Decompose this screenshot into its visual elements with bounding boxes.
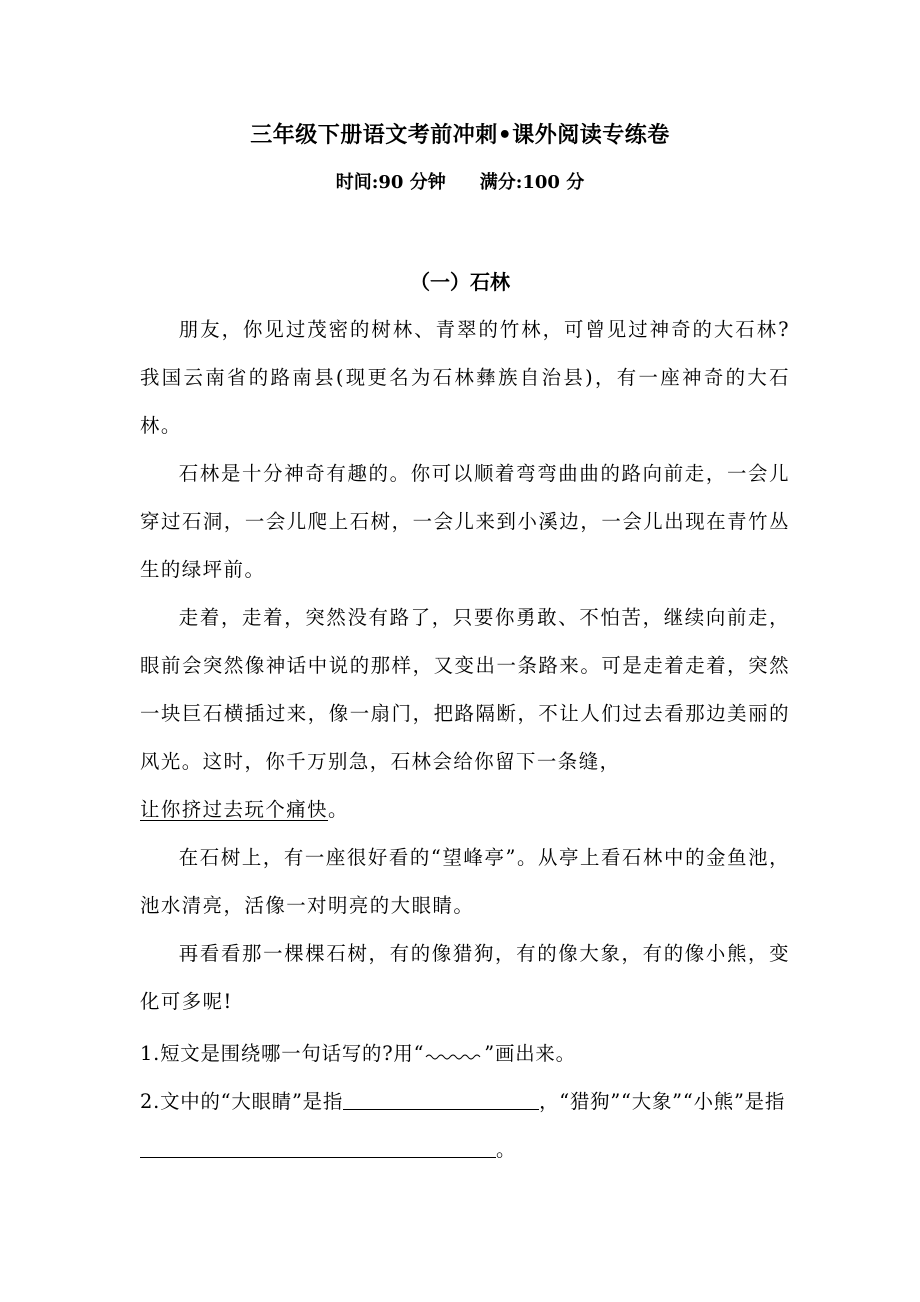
underlined-sentence: 让你挤过去玩个痛快。 [140, 798, 349, 821]
paragraph-4: 在石树上，有一座很好看的“望峰亭”。从亭上看石林中的金鱼池，池水清亮，活像一对明亮的大眼睛。 [140, 846, 790, 917]
wavy-underline-icon [424, 1052, 484, 1062]
question-1: 1.短文是围绕哪一句话写的?用“ ”画出来。 [140, 1042, 576, 1065]
paragraph-3-text: 走着，走着，突然没有路了，只要你勇敢、不怕苦，继续向前走，眼前会突然像神话中说的那样，又变出一条路来。可是走着走着，突然一块巨石横插过来，像一扇门，把路隔断，不让人们过去看那边美丽的风光。这时，你千万别急，石林会给你留下一条缝， [140, 606, 790, 773]
paragraph-2: 石林是十分神奇有趣的。你可以顺着弯弯曲曲的路向前走，一会儿穿过石洞，一会儿爬上石树，一会儿来到小溪边，一会儿出现在青竹丛生的绿坪前。 [140, 462, 790, 581]
section-title: （一）石林 [410, 270, 510, 294]
questions [140, 1030, 800, 1174]
paragraph-3 [140, 594, 790, 834]
paragraph-5: 再看看那一棵棵石树，有的像猎狗，有的像大象，有的像小熊，变化可多呢! [140, 942, 790, 1013]
paragraph-1: 朋友，你见过茂密的树林、青翠的竹林，可曾见过神奇的大石林?我国云南省的路南县(现更名为石林彝族自治县)，有一座神奇的大石林。 [140, 318, 790, 437]
answer-blank-1[interactable] [343, 1091, 539, 1110]
page-title: 三年级下册语文考前冲刺•课外阅读专练卷 [250, 123, 670, 148]
exam-info [0, 168, 920, 198]
exam-score: 满分:100 分 [479, 172, 585, 193]
question-2: 2.文中的“大眼睛”是指 ，“猎狗”“大象”“小熊”是指。 [140, 1090, 786, 1161]
answer-blank-2[interactable] [140, 1139, 496, 1158]
exam-time: 时间:90 分钟 [335, 172, 446, 193]
reading-passage [140, 306, 790, 1026]
